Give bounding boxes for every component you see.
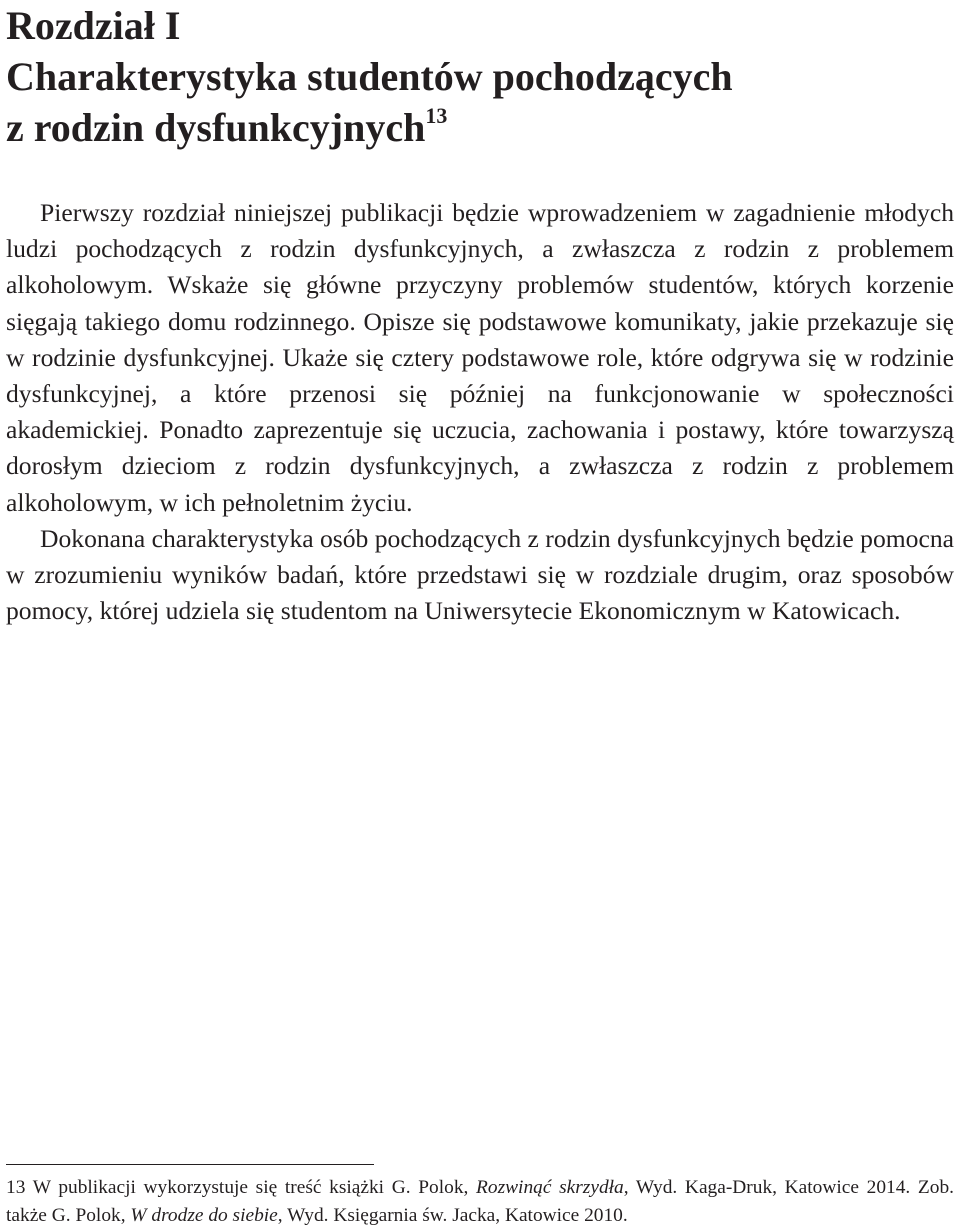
chapter-title-line-1: Charakterystyka studentów pochodzących xyxy=(6,54,733,99)
footnote-reference[interactable]: 13 xyxy=(425,102,448,128)
document-page xyxy=(6,0,954,629)
body-text xyxy=(6,195,954,629)
chapter-heading xyxy=(6,0,954,153)
footnote-book-title-2: W drodze do siebie xyxy=(130,1205,278,1226)
footnote-book-title-1: Rozwinąć skrzydła xyxy=(476,1177,624,1198)
footnote-text-after: , Wyd. Księgarnia św. Jacka, Katowice 2010. xyxy=(277,1205,628,1226)
chapter-title-line-2-text: z rodzin dysfunkcyjnych xyxy=(6,105,426,150)
footnotes-section xyxy=(6,1164,954,1230)
paragraph-2: Dokonana charakterystyka osób pochodzących z rodzin dysfunkcyjnych będzie pomocna w zrozumieniu wyników badań, które przedstawi się w rozdziale drugim, oraz sposobów pomocy, której udziela się studentom na Uniwersytecie Ekonomicznym w Katowicach. xyxy=(6,523,954,626)
footnote-13 xyxy=(6,1174,954,1230)
chapter-label: Rozdział I xyxy=(6,3,181,48)
paragraph-1: Pierwszy rozdział niniejszej publikacji będzie wprowadzeniem w zagadnienie młodych ludzi pochodzących z rodzin dysfunkcyjnych, a zwłaszcza z rodzin z problemem alkoholowym. Wskaże się główne przyczyny problemów studentów, których korzenie sięgają takiego domu rodzinnego. Opisze się podstawowe komunikaty, jakie przekazuje się w rodzinie dysfunkcyjnej. Ukaże się cztery podstawowe role, które odgrywa się w rodzinie dysfunkcyjnej, a które przenosi się później na funkcjonowanie w społeczności akademickiej. Ponadto zaprezentuje się uczucia, zachowania i postawy, które towarzyszą dorosłym dzieciom z rodzin dysfunkcyjnych, a zwłaszcza z rodzin z problemem alkoholowym, w ich pełnoletnim życiu. xyxy=(6,198,954,517)
footnote-text-before: W publikacji wykorzystuje się treść książki G. Polok, xyxy=(32,1177,477,1198)
footnote-text-middle: , Wyd. Kaga-Druk, Katowice 2014. Zob. także G. Polok, xyxy=(6,1177,955,1226)
footnote-number: 13 xyxy=(6,1177,26,1198)
chapter-title-line-2 xyxy=(6,102,954,153)
footnote-separator xyxy=(6,1164,374,1165)
